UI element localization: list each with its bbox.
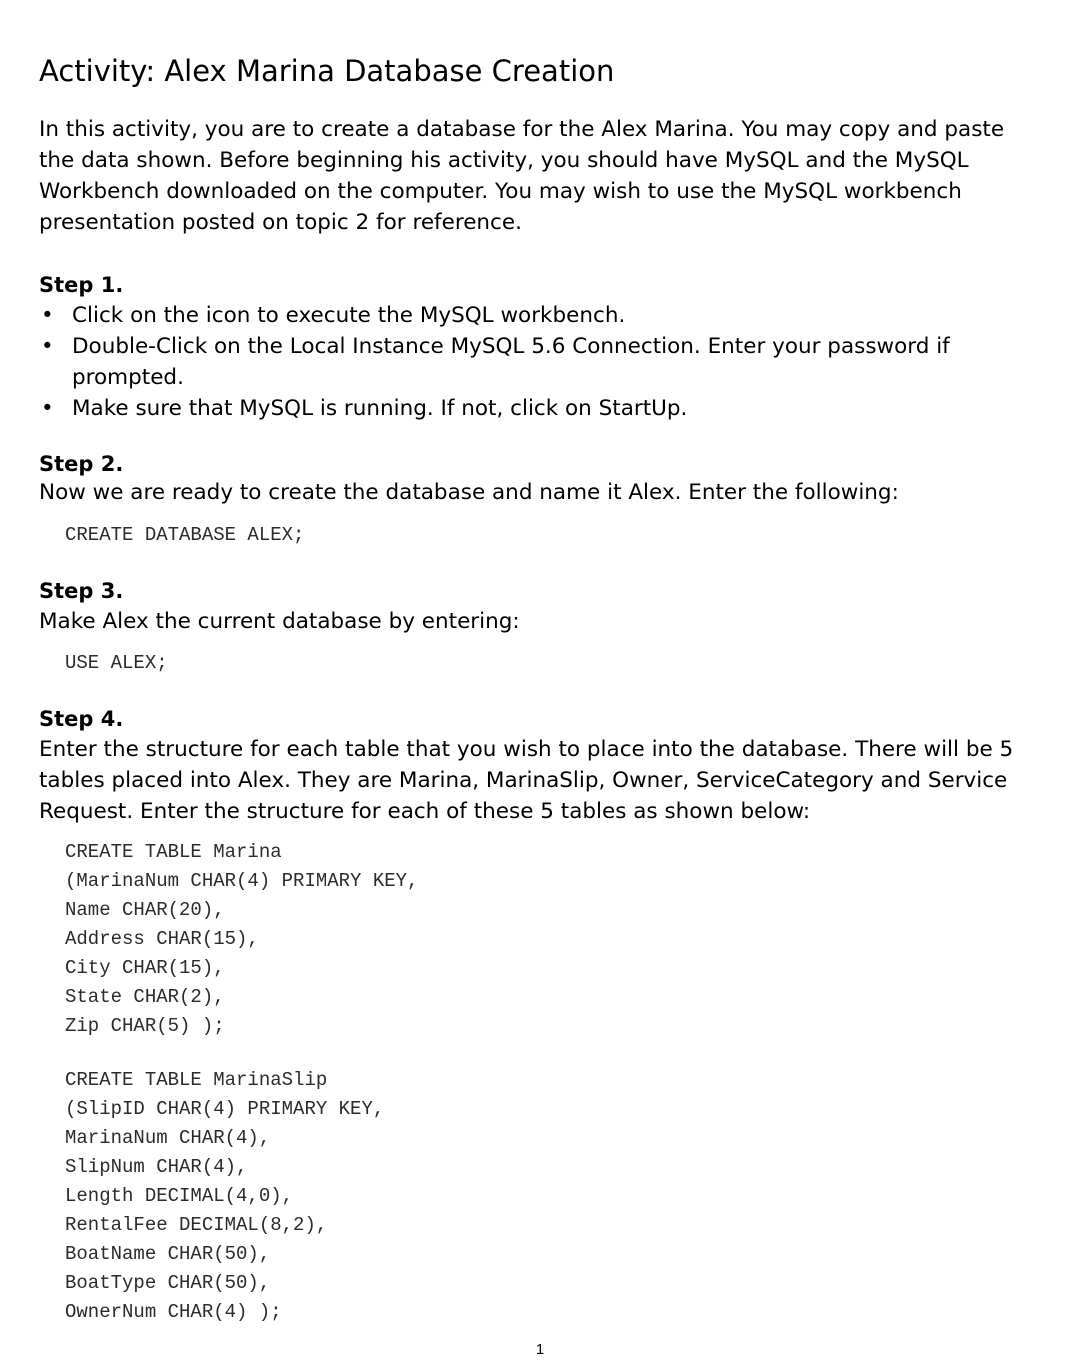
step-2-code: CREATE DATABASE ALEX; [65,524,305,546]
bullet-text: Double-Click on the Local Instance MySQL 5.6 Connection. Enter your password if prompted. [72,334,950,390]
step-4-text: Enter the structure for each table that you wish to place into the database. There will be 5 tables placed into Alex. They are Marina, MarinaSlip, Owner, ServiceCategory and Service Request. Enter the structure for each of these 5 tables as shown below: [39,737,1014,824]
step-1-bullet-list [39,300,1039,424]
step-1-heading: Step 1. [39,273,124,297]
page-number: 1 [535,1341,545,1358]
step-3-code: USE ALEX; [65,652,168,674]
step-3-heading: Step 3. [39,579,124,603]
bullet-icon: • [41,334,54,359]
step-1-bullet [39,300,1039,331]
step-1-bullet [39,393,1039,424]
step-4-heading: Step 4. [39,707,124,731]
document-title: Activity: Alex Marina Database Creation [39,54,615,88]
bullet-text: Click on the icon to execute the MySQL workbench. [72,303,626,328]
step-3-text: Make Alex the current database by entering: [39,609,520,634]
marina-table-code: CREATE TABLE Marina (MarinaNum CHAR(4) PRIMARY KEY, Name CHAR(20), Address CHAR(15), City CHAR(15), State CHAR(2), Zip CHAR(5) ); [65,841,419,1037]
bullet-icon: • [41,396,54,421]
step-1-bullet [39,331,1039,393]
intro-paragraph: In this activity, you are to create a database for the Alex Marina. You may copy and paste the data shown. Before beginning his activity, you should have MySQL and the MySQL Workbench downloaded on the computer. You may wish to use the MySQL workbench presentation posted on topic 2 for reference. [39,117,1005,235]
marinaslip-table-code: CREATE TABLE MarinaSlip (SlipID CHAR(4) PRIMARY KEY, MarinaNum CHAR(4), SlipNum CHAR(4), Length DECIMAL(4,0), RentalFee DECIMAL(8,2), BoatName CHAR(50), BoatType CHAR(50), OwnerNum CHAR(4) ); [65,1069,385,1323]
bullet-icon: • [41,303,54,328]
step-2-heading: Step 2. [39,452,124,476]
step-2-text: Now we are ready to create the database and name it Alex. Enter the following: [39,480,899,505]
bullet-text: Make sure that MySQL is running. If not, click on StartUp. [72,396,688,421]
